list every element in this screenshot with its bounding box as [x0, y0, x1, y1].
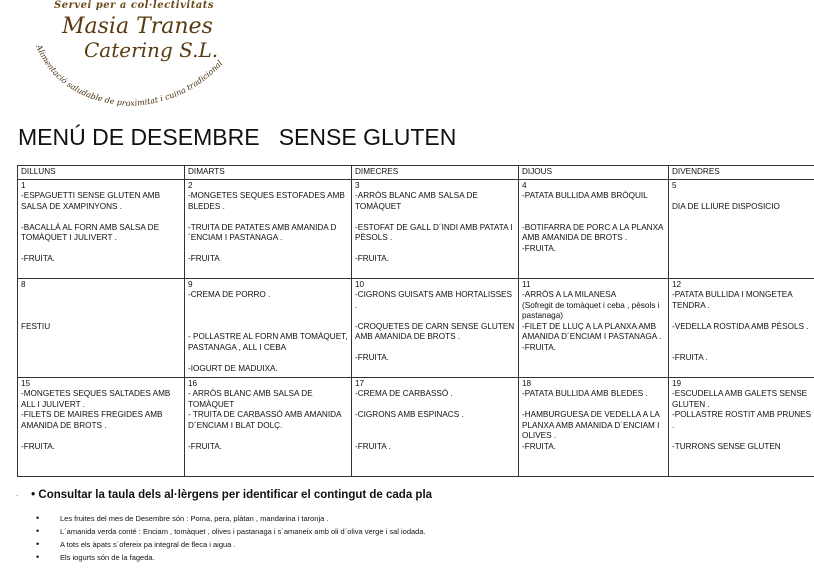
dish-line: - ARRÒS BLANC AMB SALSA DE TOMÀQUET [188, 389, 313, 409]
dish-line: -MONGETES SEQUES SALTADES AMB ALL I JULIVERT . [21, 389, 171, 409]
dish-line: - POLLASTRE AL FORN AMB TOMÀQUET, PASTANAGA , ALL I CEBA [188, 332, 348, 352]
menu-cell [669, 278, 814, 377]
day-number: 19 [672, 378, 682, 388]
info-item: • Els iogurts són de la fageda. [36, 551, 426, 564]
day-number: 10 [355, 279, 365, 289]
spacer [21, 290, 181, 301]
dish-line: -POLLASTRE ROSTIT AMB PRUNES . [672, 410, 812, 430]
dish-line: DIA DE LLIURE DISPOSICIO [672, 201, 780, 211]
day-header-dimecres: DIMECRES [352, 166, 519, 180]
dish-line: -ESPAGUETTI SENSE GLUTEN AMB SALSA DE XAMPINYONS . [21, 191, 161, 211]
spacer [21, 301, 181, 312]
dish-line: -PATATA BULLIDA AMB BRÒQUIL [522, 191, 648, 200]
menu-cell [352, 278, 519, 377]
svg-text:Alimentació saludable de proxi [34, 42, 225, 108]
week-row [18, 278, 814, 377]
dish-line: -ESCUDELLA AMB GALETS SENSE GLUTEN . [672, 389, 808, 409]
spacer [355, 343, 515, 354]
day-number: 9 [188, 279, 193, 289]
spacer [672, 191, 814, 202]
dish-line: -VEDELLA ROSTIDA AMB PÈSOLS . [672, 321, 809, 331]
dish-line: -ARRÒS BLANC AMB SALSA DE TOMÀQUET [355, 191, 478, 211]
day-number: 1 [21, 180, 26, 190]
dish-line: FESTIU [21, 321, 51, 331]
dish-line: -FRUITA . [355, 441, 391, 451]
dish-line: -ARRÒS A LA MILANESA [522, 290, 617, 299]
dish-line: -FILETS DE MAIRES FREGIDES AMB AMANIDA DE BROTS . [21, 410, 163, 430]
day-header-dimarts: DIMARTS [185, 166, 352, 180]
spacer [21, 431, 181, 442]
logo-tagline: Servei per a col·lectivitats [54, 0, 215, 11]
day-number: 11 [522, 279, 531, 289]
dish-line: -CREMA DE PORRO . [188, 290, 271, 299]
dish-line: -FRUITA . [672, 353, 708, 362]
dish-line: -TURRONS SENSE GLUTEN [672, 441, 781, 451]
dish-line: -CREMA DE CARBASSÓ . [355, 389, 453, 398]
dish-line: -FRUITA. [522, 441, 556, 451]
dish-line: -FRUITA. [188, 441, 222, 451]
logo-name-line2: Catering S.L. [84, 38, 219, 62]
spacer [672, 311, 814, 322]
menu-cell [669, 377, 814, 476]
allergen-note [16, 489, 432, 501]
day-header-dijous: DIJOUS [519, 166, 669, 180]
info-item: • Les fruites del mes de Desembre són : Poma, pera, plàtan , mandarina i taronja . [36, 512, 426, 525]
week-row [18, 179, 814, 278]
info-item: • L´amanida verda conté : Enciam , tomàquet , olives i pastanaga i s´amaneix amb oli d´oliva verge i sal iodada. [36, 525, 426, 538]
page-title: MENÚ DE DESEMBRE SENSE GLUTEN [18, 124, 457, 150]
menu-cell [669, 179, 814, 278]
spacer [672, 343, 814, 354]
dish-line: -FRUITA. [522, 342, 556, 352]
dish-line: -PATATA BULLIDA AMB BLEDES . [522, 389, 648, 398]
menu-table [17, 165, 814, 477]
dish-line: -PATATA BULLIDA I MONGETEA TENDRA . [672, 290, 793, 310]
week-row [18, 377, 814, 476]
day-number: 5 [672, 180, 677, 190]
note-bullet-icon: • [31, 489, 36, 501]
spacer [188, 301, 348, 312]
day-header-dilluns: DILLUNS [18, 166, 185, 180]
dish-line: -FRUITA. [21, 254, 55, 263]
menu-cell [185, 377, 352, 476]
day-number: 12 [672, 279, 682, 289]
spacer [21, 212, 181, 223]
day-number: 8 [21, 279, 26, 289]
note-text: Consultar la taula dels al·lèrgens per identificar el contingut de cada pla [38, 489, 433, 501]
dish-line: -ESTOFAT DE GALL D´INDI AMB PATATA I PÈSOLS . [355, 222, 513, 242]
dish-line: -FRUITA. [355, 353, 389, 362]
spacer [522, 202, 665, 213]
dish-line: -IOGURT DE MADUIXA. [188, 363, 278, 373]
menu-cell [18, 278, 185, 377]
menu-cell [352, 179, 519, 278]
dish-line: -HAMBURGUESA DE VEDELLA A LA PLANXA AMB AMANIDA D´ENCIAM I OLIVES . [522, 410, 660, 440]
day-number: 4 [522, 180, 527, 190]
dish-line: -BOTIFARRA DE PORC A LA PLANXA AMB AMANIDA DE BROTS . [522, 222, 664, 242]
menu-cell [352, 377, 519, 476]
spacer [188, 311, 348, 322]
menu-cell [185, 179, 352, 278]
spacer [672, 332, 814, 343]
spacer [355, 400, 515, 411]
menu-cell [519, 179, 669, 278]
day-number: 17 [355, 378, 365, 388]
menu-cell [519, 377, 669, 476]
logo-arc-text: Alimentació saludable de proximitat i cuina tradicional [34, 43, 225, 109]
menu-cell [519, 278, 669, 377]
dish-line: (Sofregit de tomàquet i ceba , pèsols i pastanaga) [522, 300, 660, 320]
dish-line: - TRUITA DE CARBASSÓ AMB AMANIDA D´ENCIAM I BLAT DOLÇ. [188, 410, 342, 430]
dish-line: -FRUITA. [21, 441, 55, 451]
company-logo [28, 0, 243, 112]
info-item: • A tots els àpats s´ofereix pa integral de fleca i aigua . [36, 538, 426, 551]
spacer [188, 244, 348, 255]
dish-line: -MONGETES SEQUES ESTOFADES AMB BLEDES . [188, 191, 345, 211]
menu-cell [185, 278, 352, 377]
spacer [355, 244, 515, 255]
dish-line: -FRUITA. [355, 254, 389, 263]
spacer [355, 212, 515, 223]
dish-line: -CROQUETES DE CARN SENSE GLUTEN AMB AMANIDA DE BROTS . [355, 321, 515, 341]
spacer [188, 353, 348, 364]
spacer [21, 311, 181, 322]
spacer [188, 212, 348, 223]
day-number: 15 [21, 378, 31, 388]
dish-line: -CIGRONS GUISATS AMB HORTALISSES . [355, 290, 512, 310]
note-bullet: . [16, 491, 18, 499]
dish-line: -FILET DE LLUÇ A LA PLANXA AMB AMANIDA D´ENCIAM I PASTANAGA . [522, 321, 662, 341]
logo-arc [28, 0, 243, 112]
day-header-divendres: DIVENDRES [669, 166, 814, 180]
logo-name-line1: Masia Tranes [62, 14, 213, 39]
info-list [36, 512, 426, 564]
dish-line: -CIGRONS AMB ESPINACS . [355, 410, 464, 419]
menu-cell [18, 377, 185, 476]
spacer [355, 421, 515, 432]
spacer [672, 431, 814, 442]
spacer [355, 311, 515, 322]
spacer [522, 212, 665, 223]
day-number: 18 [522, 378, 532, 388]
dish-line: -BACALLÀ AL FORN AMB SALSA DE TOMÀQUET I JULIVERT . [21, 222, 160, 242]
menu-cell [18, 179, 185, 278]
spacer [188, 322, 348, 333]
day-number: 3 [355, 180, 360, 190]
spacer [522, 400, 665, 411]
day-number: 2 [188, 180, 193, 190]
dish-line: -FRUITA. [522, 243, 556, 253]
dish-line: -TRUITA DE PATATES AMB AMANIDA D´ENCIAM I PASTANAGA . [188, 222, 337, 242]
spacer [21, 244, 181, 255]
spacer [188, 431, 348, 442]
header-row [18, 166, 814, 180]
day-number: 16 [188, 378, 198, 388]
dish-line: -FRUITA [188, 254, 220, 263]
spacer [355, 431, 515, 442]
